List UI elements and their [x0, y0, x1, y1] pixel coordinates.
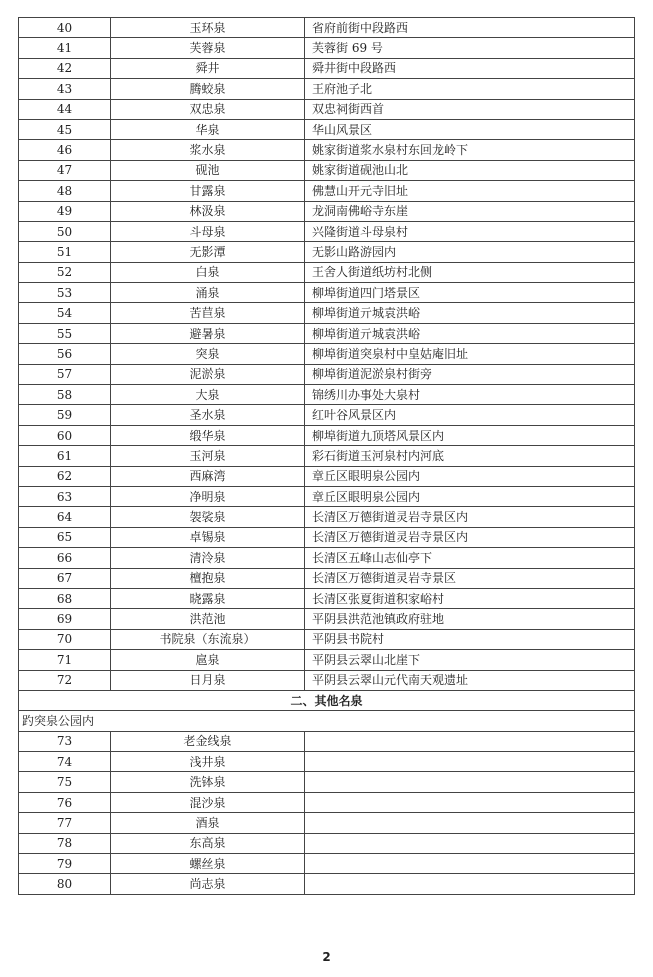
spring-name: 甘露泉 — [111, 181, 305, 201]
spring-location: 长清区万德街道灵岩寺景区内 — [305, 527, 635, 547]
spring-name: 混沙泉 — [111, 792, 305, 812]
table-row — [19, 385, 635, 405]
spring-location: 龙洞南佛峪寺东崖 — [305, 201, 635, 221]
table-row — [19, 323, 635, 343]
spring-name: 大泉 — [111, 385, 305, 405]
row-number: 66 — [19, 548, 111, 568]
spring-location: 姚家街道砚池山北 — [305, 160, 635, 180]
table-row — [19, 609, 635, 629]
spring-location — [305, 772, 635, 792]
spring-location: 无影山路游园内 — [305, 242, 635, 262]
row-number: 72 — [19, 670, 111, 690]
table-row — [19, 262, 635, 282]
table-row — [19, 119, 635, 139]
spring-name: 双忠泉 — [111, 99, 305, 119]
spring-name: 卓锡泉 — [111, 527, 305, 547]
row-number: 60 — [19, 425, 111, 445]
row-number: 55 — [19, 323, 111, 343]
table-row — [19, 242, 635, 262]
spring-name: 洗钵泉 — [111, 772, 305, 792]
row-number: 56 — [19, 344, 111, 364]
table-row — [19, 568, 635, 588]
table-row — [19, 507, 635, 527]
spring-location: 章丘区眼明泉公园内 — [305, 486, 635, 506]
spring-location: 长清区张夏街道积家峪村 — [305, 588, 635, 608]
spring-name: 东高泉 — [111, 833, 305, 853]
group-label: 趵突泉公园内 — [19, 711, 635, 731]
spring-location: 柳埠街道亓城袁洪峪 — [305, 303, 635, 323]
spring-location — [305, 731, 635, 751]
spring-location: 柳埠街道九顶塔风景区内 — [305, 425, 635, 445]
table-row — [19, 752, 635, 772]
table-row — [19, 79, 635, 99]
row-number: 49 — [19, 201, 111, 221]
spring-location: 平阴县洪范池镇政府驻地 — [305, 609, 635, 629]
row-number: 52 — [19, 262, 111, 282]
spring-location: 兴隆街道斗母泉村 — [305, 221, 635, 241]
table-row — [19, 160, 635, 180]
row-number: 59 — [19, 405, 111, 425]
spring-name: 净明泉 — [111, 486, 305, 506]
row-number: 57 — [19, 364, 111, 384]
row-number: 68 — [19, 588, 111, 608]
springs-table — [18, 17, 635, 895]
spring-name: 老金线泉 — [111, 731, 305, 751]
spring-name: 无影潭 — [111, 242, 305, 262]
row-number: 50 — [19, 221, 111, 241]
spring-name: 洪范池 — [111, 609, 305, 629]
spring-location: 柳埠街道四门塔景区 — [305, 283, 635, 303]
spring-location: 双忠祠街西首 — [305, 99, 635, 119]
row-number: 47 — [19, 160, 111, 180]
table-body-section — [19, 690, 635, 731]
spring-name: 玉环泉 — [111, 18, 305, 38]
table-row — [19, 446, 635, 466]
table-row — [19, 527, 635, 547]
table-row — [19, 344, 635, 364]
spring-location: 省府前街中段路西 — [305, 18, 635, 38]
section-row — [19, 690, 635, 710]
spring-location — [305, 833, 635, 853]
spring-name: 清泠泉 — [111, 548, 305, 568]
spring-location — [305, 752, 635, 772]
table-row — [19, 486, 635, 506]
spring-name: 芙蓉泉 — [111, 38, 305, 58]
spring-name: 圣水泉 — [111, 405, 305, 425]
spring-name: 日月泉 — [111, 670, 305, 690]
spring-location — [305, 813, 635, 833]
spring-name: 舜井 — [111, 58, 305, 78]
row-number: 40 — [19, 18, 111, 38]
spring-location: 姚家街道浆水泉村东回龙岭下 — [305, 140, 635, 160]
spring-name: 林汲泉 — [111, 201, 305, 221]
spring-name: 书院泉（东流泉） — [111, 629, 305, 649]
row-number: 51 — [19, 242, 111, 262]
row-number: 73 — [19, 731, 111, 751]
spring-name: 华泉 — [111, 119, 305, 139]
table-body-part1 — [19, 18, 635, 691]
table-row — [19, 283, 635, 303]
row-number: 41 — [19, 38, 111, 58]
table-row — [19, 405, 635, 425]
table-row — [19, 201, 635, 221]
spring-location: 柳埠街道泥淤泉村街旁 — [305, 364, 635, 384]
spring-name: 避暑泉 — [111, 323, 305, 343]
table-row — [19, 629, 635, 649]
spring-name: 螺丝泉 — [111, 854, 305, 874]
table-row — [19, 221, 635, 241]
spring-name: 缎华泉 — [111, 425, 305, 445]
row-number: 48 — [19, 181, 111, 201]
table-row — [19, 772, 635, 792]
row-number: 77 — [19, 813, 111, 833]
spring-location: 柳埠街道突泉村中皇姑庵旧址 — [305, 344, 635, 364]
table-row — [19, 303, 635, 323]
row-number: 64 — [19, 507, 111, 527]
row-number: 63 — [19, 486, 111, 506]
table-body-part2 — [19, 731, 635, 894]
spring-name: 砚池 — [111, 160, 305, 180]
spring-location: 佛慧山开元寺旧址 — [305, 181, 635, 201]
spring-location: 王舍人街道纸坊村北侧 — [305, 262, 635, 282]
table-row — [19, 792, 635, 812]
table-row — [19, 99, 635, 119]
spring-name: 檀抱泉 — [111, 568, 305, 588]
row-number: 62 — [19, 466, 111, 486]
spring-name: 白泉 — [111, 262, 305, 282]
spring-location: 平阴县云翠山北崖下 — [305, 650, 635, 670]
row-number: 79 — [19, 854, 111, 874]
spring-location: 平阴县书院村 — [305, 629, 635, 649]
row-number: 80 — [19, 874, 111, 894]
spring-name: 晓露泉 — [111, 588, 305, 608]
row-number: 69 — [19, 609, 111, 629]
table-row — [19, 874, 635, 894]
spring-location: 柳埠街道亓城袁洪峪 — [305, 323, 635, 343]
table-row — [19, 731, 635, 751]
spring-location — [305, 792, 635, 812]
spring-name: 玉河泉 — [111, 446, 305, 466]
table-row — [19, 38, 635, 58]
spring-location: 芙蓉街 69 号 — [305, 38, 635, 58]
spring-name: 斗母泉 — [111, 221, 305, 241]
spring-location: 舜井街中段路西 — [305, 58, 635, 78]
row-number: 43 — [19, 79, 111, 99]
row-number: 45 — [19, 119, 111, 139]
spring-name: 西麻湾 — [111, 466, 305, 486]
table-row — [19, 548, 635, 568]
spring-location: 彩石街道玉河泉村内河底 — [305, 446, 635, 466]
table-row — [19, 466, 635, 486]
row-number: 65 — [19, 527, 111, 547]
spring-location — [305, 854, 635, 874]
spring-name: 腾蛟泉 — [111, 79, 305, 99]
row-number: 71 — [19, 650, 111, 670]
section-title: 二、其他名泉 — [19, 690, 635, 710]
spring-location: 王府池子北 — [305, 79, 635, 99]
table-row — [19, 425, 635, 445]
spring-name: 扈泉 — [111, 650, 305, 670]
table-row — [19, 140, 635, 160]
table-row — [19, 18, 635, 38]
row-number: 46 — [19, 140, 111, 160]
row-number: 58 — [19, 385, 111, 405]
spring-location: 锦绣川办事处大泉村 — [305, 385, 635, 405]
table-row — [19, 670, 635, 690]
row-number: 61 — [19, 446, 111, 466]
row-number: 42 — [19, 58, 111, 78]
spring-name: 浅井泉 — [111, 752, 305, 772]
row-number: 53 — [19, 283, 111, 303]
row-number: 76 — [19, 792, 111, 812]
spring-name: 尚志泉 — [111, 874, 305, 894]
table-row — [19, 364, 635, 384]
group-row — [19, 711, 635, 731]
spring-name: 涌泉 — [111, 283, 305, 303]
table-row — [19, 58, 635, 78]
spring-location — [305, 874, 635, 894]
row-number: 70 — [19, 629, 111, 649]
row-number: 67 — [19, 568, 111, 588]
table-row — [19, 588, 635, 608]
table-row — [19, 650, 635, 670]
table-row — [19, 813, 635, 833]
spring-location: 长清区万德街道灵岩寺景区 — [305, 568, 635, 588]
spring-location: 长清区五峰山志仙亭下 — [305, 548, 635, 568]
table-row — [19, 833, 635, 853]
spring-name: 酒泉 — [111, 813, 305, 833]
row-number: 54 — [19, 303, 111, 323]
table-row — [19, 854, 635, 874]
table-row — [19, 181, 635, 201]
spring-name: 浆水泉 — [111, 140, 305, 160]
row-number: 74 — [19, 752, 111, 772]
spring-location: 华山风景区 — [305, 119, 635, 139]
row-number: 44 — [19, 99, 111, 119]
spring-location: 平阴县云翠山元代南天观遗址 — [305, 670, 635, 690]
spring-name: 泥淤泉 — [111, 364, 305, 384]
spring-location: 章丘区眼明泉公园内 — [305, 466, 635, 486]
spring-name: 苦苣泉 — [111, 303, 305, 323]
spring-location: 长清区万德街道灵岩寺景区内 — [305, 507, 635, 527]
spring-name: 袈裟泉 — [111, 507, 305, 527]
page-number: 2 — [322, 950, 331, 964]
spring-location: 红叶谷风景区内 — [305, 405, 635, 425]
row-number: 75 — [19, 772, 111, 792]
spring-name: 突泉 — [111, 344, 305, 364]
row-number: 78 — [19, 833, 111, 853]
